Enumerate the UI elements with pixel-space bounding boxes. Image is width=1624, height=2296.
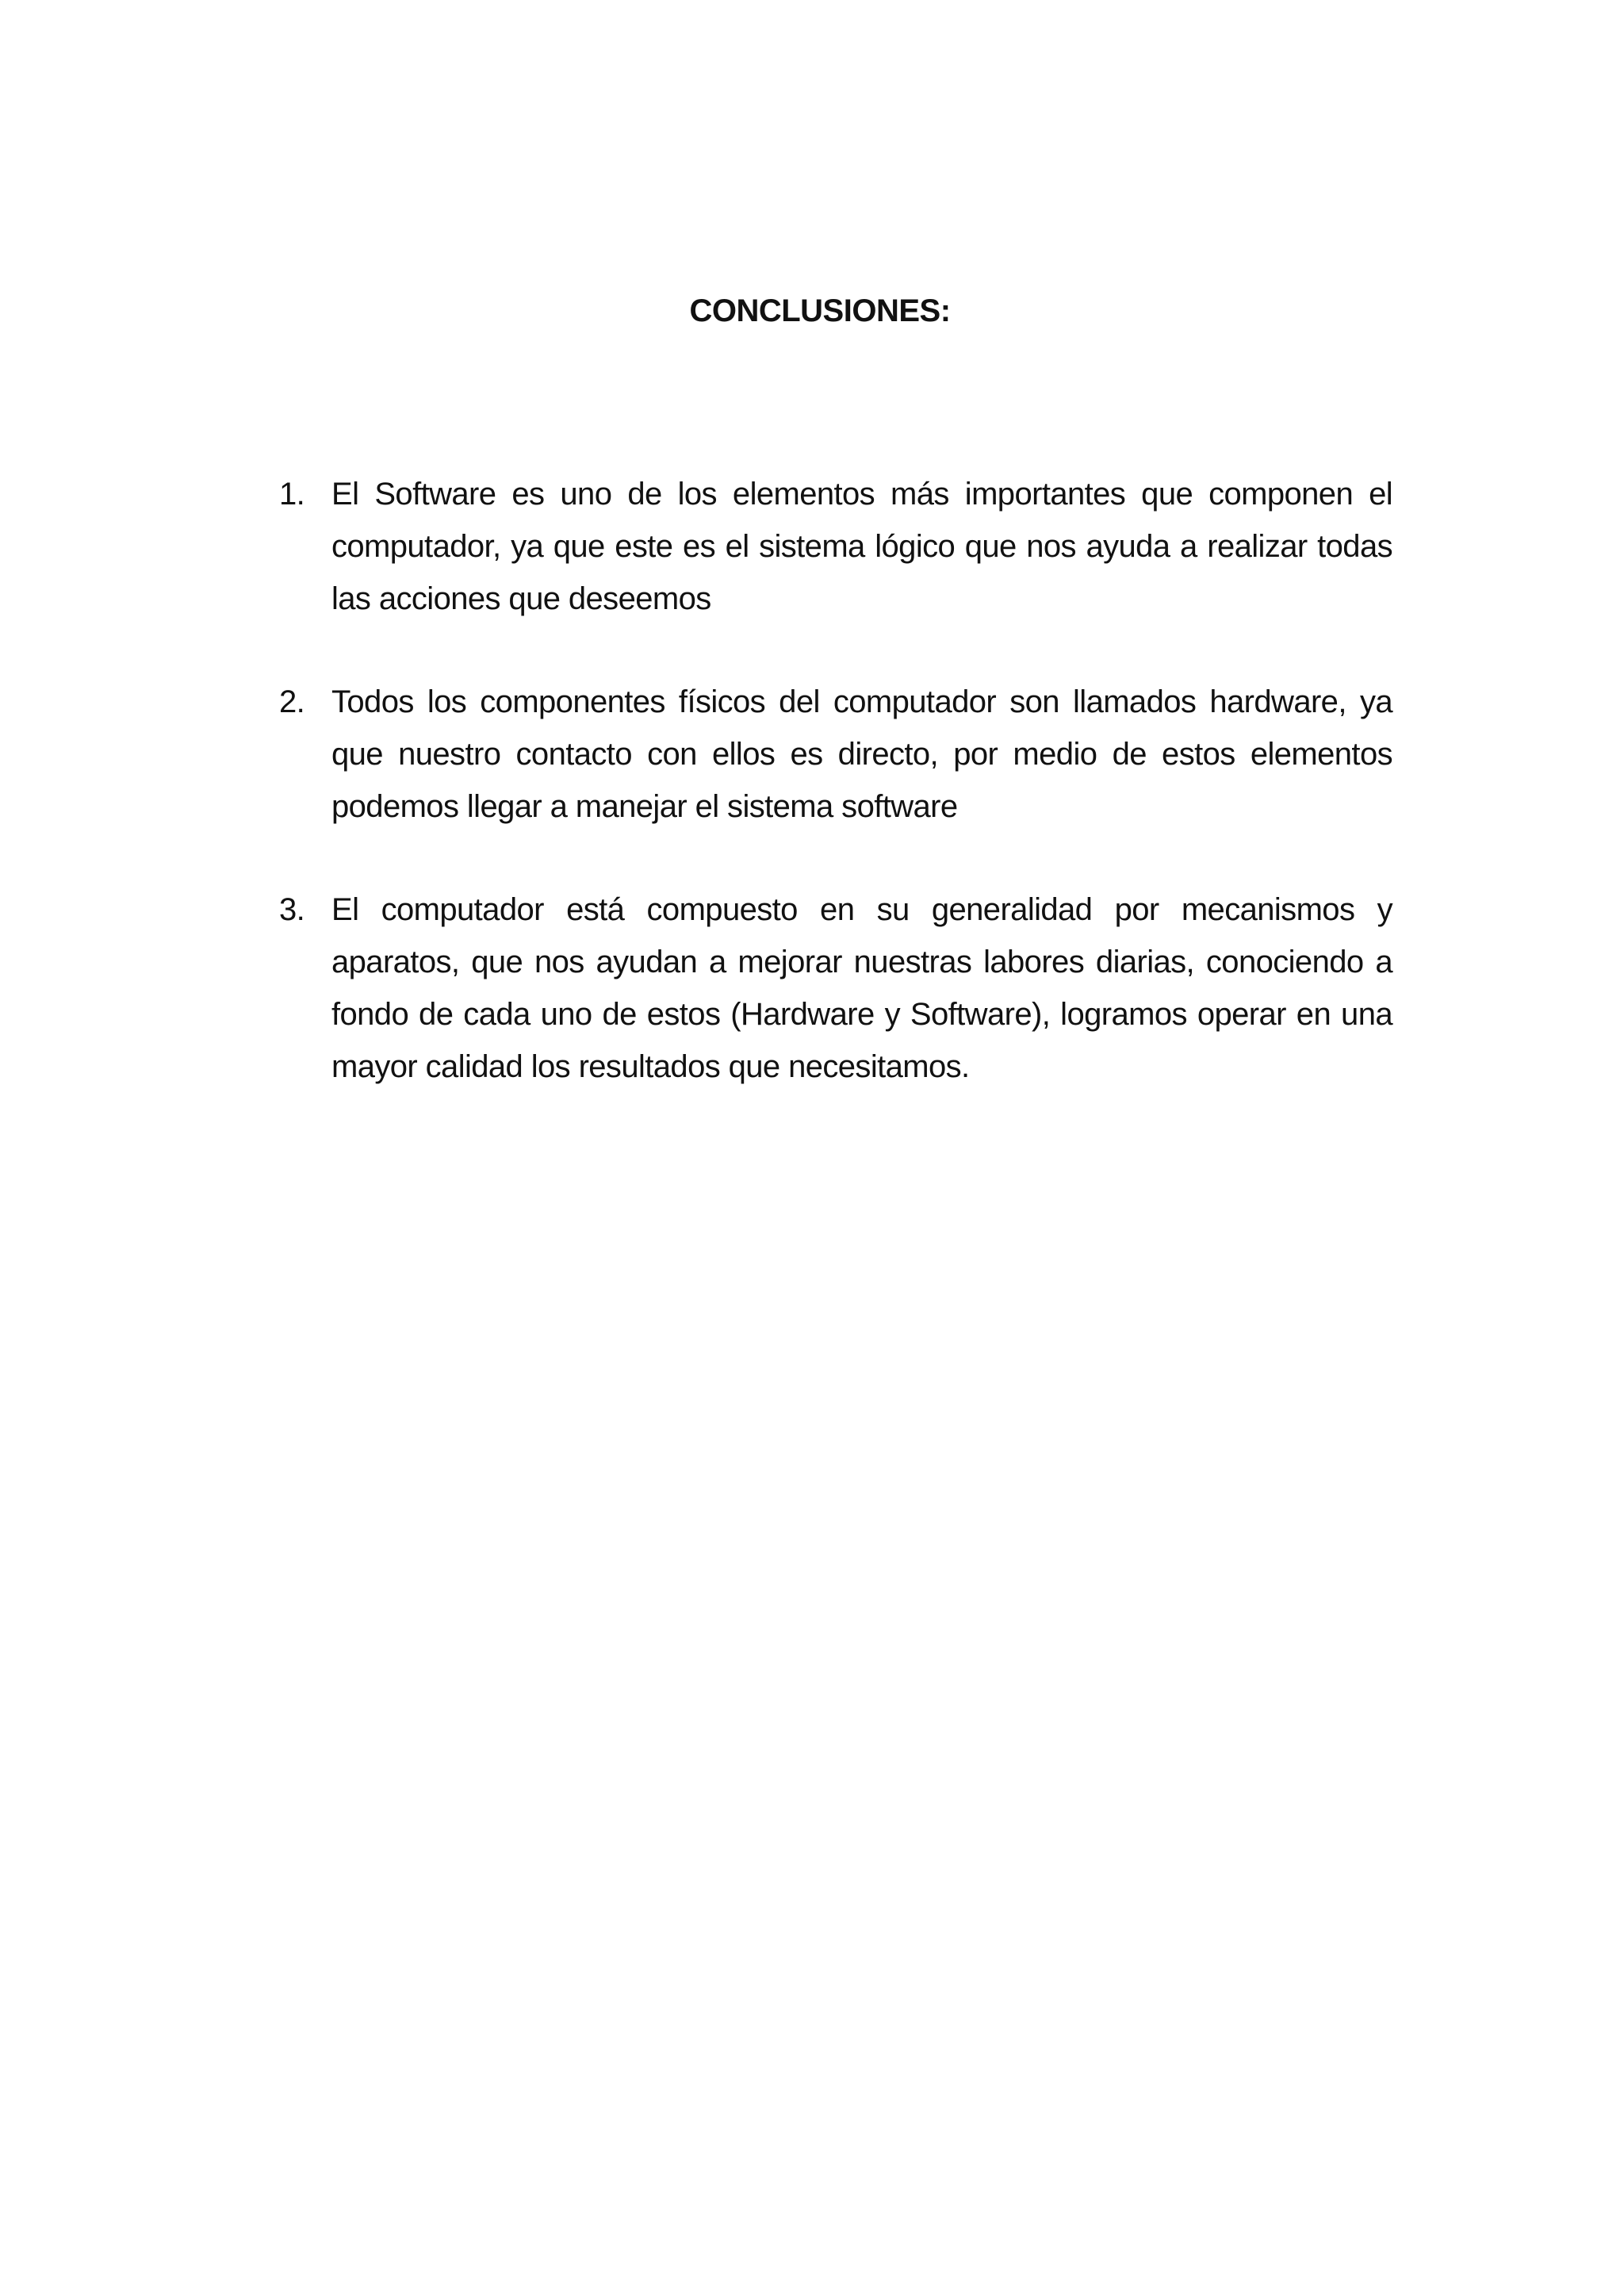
list-item-text: Todos los componentes físicos del computador son llamados hardware, ya que nuestro contacto con ellos es directo, por medio de estos elementos podemos llegar a manejar el sistema software [331, 684, 1392, 824]
list-item [279, 468, 1392, 625]
list-item [279, 676, 1392, 833]
list-item-number: 1. [279, 477, 305, 512]
list-item-text: El computador está compuesto en su generalidad por mecanismos y aparatos, que nos ayudan a mejorar nuestras labores diarias, conociendo a fondo de cada uno de estos (Hardware y Software), logramos operar en una mayor calidad los resultados que necesitamos. [331, 892, 1392, 1084]
list-item-number: 3. [279, 892, 305, 927]
page-title: CONCLUSIONES: [689, 293, 951, 328]
list-item-text: El Software es uno de los elementos más importantes que componen el computador, ya que este es el sistema lógico que nos ayuda a realizar todas las acciones que deseemos [331, 477, 1392, 616]
list-item [279, 884, 1392, 1093]
conclusions-list [279, 468, 1392, 1093]
list-item-number: 2. [279, 684, 305, 719]
